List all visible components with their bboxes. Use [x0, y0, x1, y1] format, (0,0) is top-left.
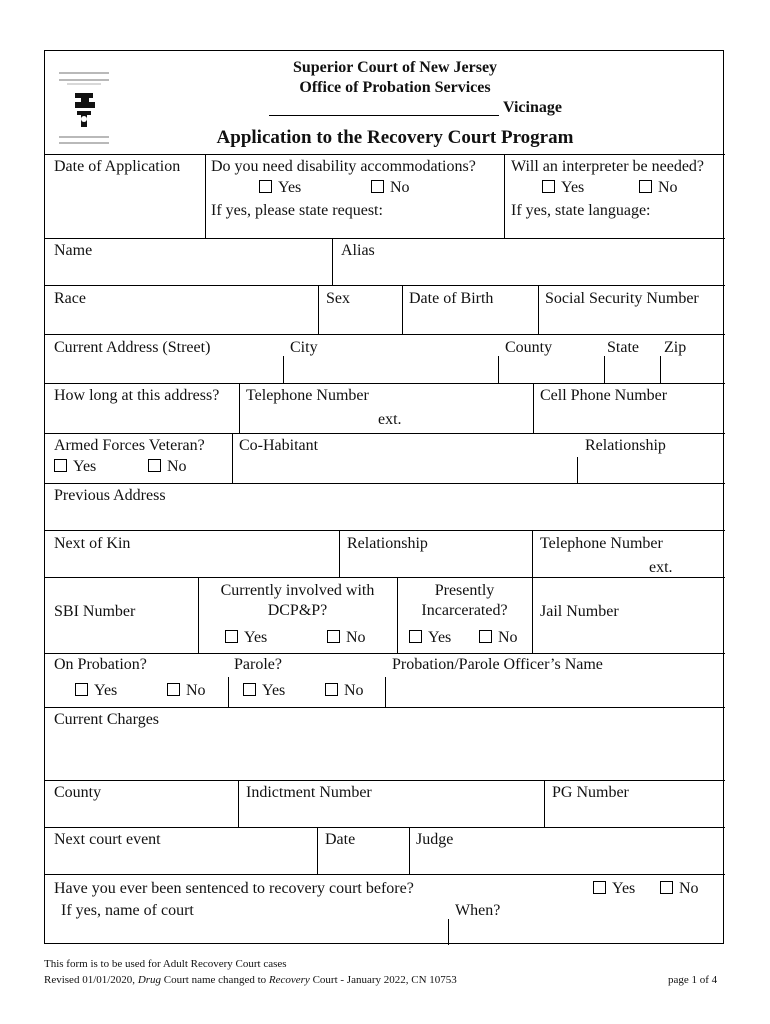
- sbi-number-label: SBI Number: [54, 603, 136, 620]
- checkbox-icon: [243, 683, 256, 696]
- state-label: State: [607, 339, 639, 356]
- prior-recovery-no-checkbox[interactable]: No: [660, 880, 699, 898]
- telephone-ext-label: ext.: [378, 411, 402, 428]
- cohabitant-label: Co-Habitant: [239, 437, 319, 454]
- office-name: Office of Probation Services: [299, 79, 491, 96]
- alias-label: Alias: [341, 242, 375, 259]
- indictment-number-label: Indictment Number: [246, 784, 372, 801]
- court-name: Superior Court of New Jersey: [292, 59, 498, 76]
- incarcerated-yes-checkbox[interactable]: Yes: [409, 629, 451, 647]
- parole-question: Parole?: [234, 656, 282, 673]
- interpreter-followup: If yes, state language:: [511, 202, 651, 219]
- interpreter-question: Will an interpreter be needed?: [511, 158, 705, 175]
- county-charge-label: County: [54, 784, 102, 801]
- name-label: Name: [54, 242, 93, 259]
- incarcerated-no-checkbox[interactable]: No: [479, 629, 518, 647]
- veteran-question: Armed Forces Veteran?: [54, 437, 205, 454]
- interpreter-yes-checkbox[interactable]: Yes: [542, 179, 584, 197]
- cell-phone-label: Cell Phone Number: [540, 387, 668, 404]
- prior-recovery-court-question: Have you ever been sentenced to recovery court before?: [54, 880, 414, 897]
- zip-label: Zip: [664, 339, 687, 356]
- probation-no-checkbox[interactable]: No: [167, 682, 206, 700]
- dcpp-question-line2: DCP&P?: [267, 602, 328, 619]
- page-number: page 1 of 4: [668, 974, 718, 986]
- parole-no-checkbox[interactable]: No: [325, 682, 364, 700]
- disability-question: Do you need disability accommodations?: [211, 158, 476, 175]
- application-form: [44, 50, 724, 944]
- incarcerated-question-line2: Incarcerated?: [421, 602, 508, 619]
- telephone-label: Telephone Number: [246, 387, 369, 404]
- footer-usage-note: This form is to be used for Adult Recovery Court cases: [44, 958, 287, 970]
- kin-telephone-label: Telephone Number: [540, 535, 663, 552]
- next-court-event-label: Next court event: [54, 831, 161, 848]
- dob-label: Date of Birth: [409, 290, 494, 307]
- probation-question: On Probation?: [54, 656, 147, 673]
- checkbox-icon: [371, 180, 384, 193]
- disability-no-checkbox[interactable]: No: [371, 179, 410, 197]
- pg-number-label: PG Number: [552, 784, 629, 801]
- city-label: City: [290, 339, 318, 356]
- disability-followup: If yes, please state request:: [211, 202, 383, 219]
- checkbox-icon: [75, 683, 88, 696]
- checkbox-icon: [479, 630, 492, 643]
- vicinage-label: Vicinage: [503, 99, 562, 116]
- checkbox-icon: [542, 180, 555, 193]
- current-charges-label: Current Charges: [54, 711, 160, 728]
- checkbox-icon: [148, 459, 161, 472]
- checkbox-icon: [409, 630, 422, 643]
- prior-recovery-yes-checkbox[interactable]: Yes: [593, 880, 635, 898]
- race-label: Race: [54, 290, 86, 307]
- dcpp-yes-checkbox[interactable]: Yes: [225, 629, 267, 647]
- checkbox-icon: [327, 630, 340, 643]
- dcpp-no-checkbox[interactable]: No: [327, 629, 366, 647]
- how-long-label: How long at this address?: [54, 387, 220, 404]
- checkbox-icon: [660, 881, 673, 894]
- interpreter-no-checkbox[interactable]: No: [639, 179, 678, 197]
- disability-yes-checkbox[interactable]: Yes: [259, 179, 301, 197]
- prior-court-when-label: When?: [455, 902, 501, 919]
- vicinage-blank[interactable]: [269, 115, 499, 116]
- probation-yes-checkbox[interactable]: Yes: [75, 682, 117, 700]
- checkbox-icon: [54, 459, 67, 472]
- checkbox-icon: [593, 881, 606, 894]
- checkbox-icon: [325, 683, 338, 696]
- jail-number-label: Jail Number: [540, 603, 619, 620]
- cohabitant-relationship-label: Relationship: [585, 437, 666, 454]
- court-date-label: Date: [325, 831, 356, 848]
- kin-telephone-ext-label: ext.: [649, 559, 673, 576]
- sex-label: Sex: [326, 290, 350, 307]
- checkbox-icon: [639, 180, 652, 193]
- checkbox-icon: [225, 630, 238, 643]
- kin-relationship-label: Relationship: [347, 535, 428, 552]
- checkbox-icon: [167, 683, 180, 696]
- veteran-yes-checkbox[interactable]: Yes: [54, 458, 96, 476]
- judge-label: Judge: [416, 831, 454, 848]
- next-of-kin-label: Next of Kin: [54, 535, 131, 552]
- nj-courts-logo: [57, 71, 111, 151]
- incarcerated-question-line1: Presently: [434, 582, 495, 599]
- veteran-no-checkbox[interactable]: No: [148, 458, 187, 476]
- footer-revision-note: Revised 01/01/2020, Drug Court name changed to Recovery Court - January 2022, CN 10753: [44, 974, 457, 986]
- checkbox-icon: [259, 180, 272, 193]
- previous-address-label: Previous Address: [54, 487, 166, 504]
- officer-name-label: Probation/Parole Officer’s Name: [392, 656, 603, 673]
- current-address-label: Current Address (Street): [54, 339, 211, 356]
- ssn-label: Social Security Number: [545, 290, 699, 307]
- county-label: County: [505, 339, 553, 356]
- parole-yes-checkbox[interactable]: Yes: [243, 682, 285, 700]
- date-of-application-label: Date of Application: [54, 158, 181, 175]
- dcpp-question-line1: Currently involved with: [220, 582, 375, 599]
- form-title: Application to the Recovery Court Program: [216, 127, 574, 148]
- prior-court-name-label: If yes, name of court: [61, 902, 194, 919]
